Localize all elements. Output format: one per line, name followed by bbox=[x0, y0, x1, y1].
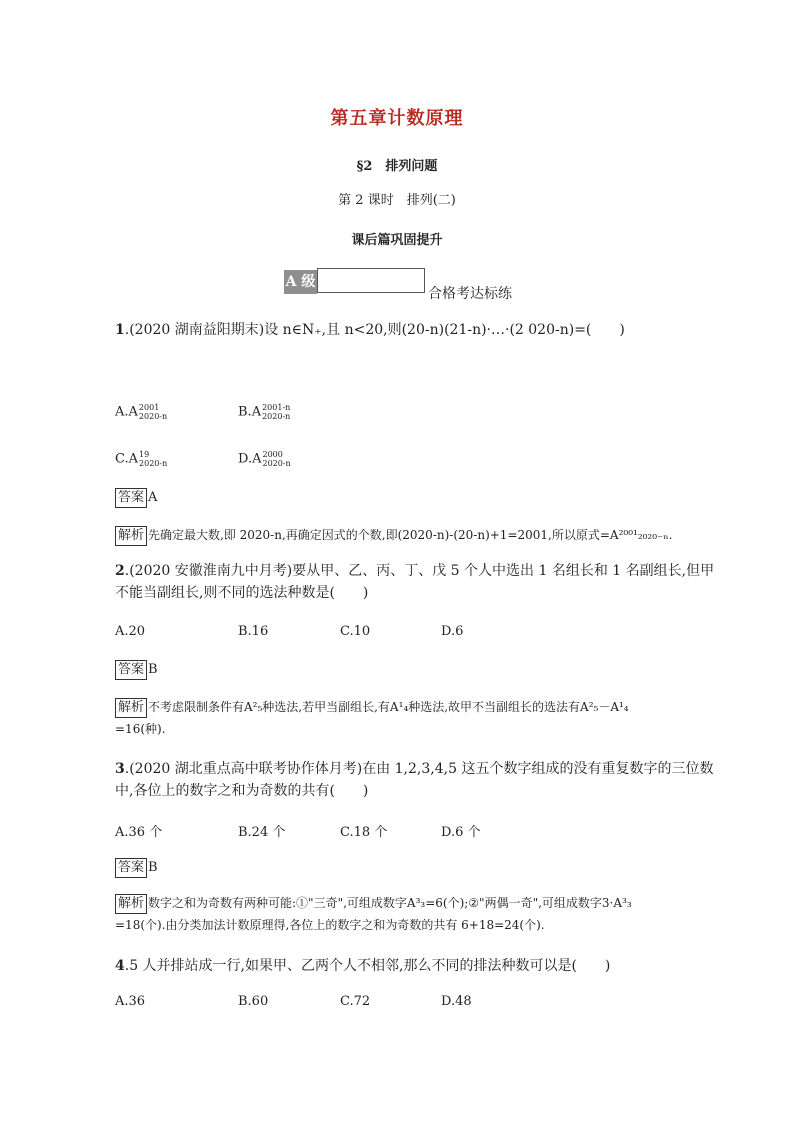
option-1d: D.A 2000 2020-n bbox=[238, 450, 291, 468]
option-2d: D.6 bbox=[441, 624, 464, 639]
option-2a: A.20 bbox=[115, 624, 146, 639]
question-stem: .(2020 安徽淮南九中月考)要从甲、乙、丙、丁、戊 5 个人中选出 1 名组长和 1 名副组长,但甲 bbox=[124, 563, 715, 579]
question-stem: .(2020 湖北重点高中联考协作体月考)在由 1,2,3,4,5 这五个数字组成的没有重复数字的三位数 bbox=[124, 761, 714, 777]
analysis-text: 数字之和为奇数有两种可能:①"三奇",可组成数字A³₃=6(个);②"两偶一奇",可组成数字3·A³₃ bbox=[148, 896, 632, 910]
option-3a: A.36 个 bbox=[115, 825, 163, 840]
answer-tag: 答案 bbox=[115, 660, 147, 680]
question-number: 1 bbox=[115, 322, 125, 338]
option-4c: C.72 bbox=[340, 994, 371, 1009]
option-1c: C.A 19 2020-n bbox=[115, 450, 168, 468]
option-3b: B.24 个 bbox=[238, 825, 286, 840]
analysis-3 bbox=[115, 892, 681, 936]
option-3d: D.6 个 bbox=[441, 825, 481, 840]
lesson-title: 第 2 课时 排列(二) bbox=[338, 193, 456, 208]
answer-value: A bbox=[148, 490, 158, 505]
question-4 bbox=[115, 955, 610, 977]
question-stem: .5 人并排站成一行,如果甲、乙两个人不相邻,那么不同的排法种数可以是( ) bbox=[124, 958, 611, 974]
question-stem-line2: 不能当副组长,则不同的选法种数是( ) bbox=[115, 585, 369, 601]
answer-tag: 答案 bbox=[115, 488, 147, 508]
answer-2 bbox=[115, 660, 158, 680]
analysis-tag: 解析 bbox=[115, 526, 147, 546]
level-badge: A 级 bbox=[284, 270, 317, 294]
practice-title: 课后篇巩固提升 bbox=[351, 233, 443, 248]
option-4b: B.60 bbox=[238, 994, 269, 1009]
option-1b: B.A 2001-n 2020-n bbox=[238, 403, 291, 421]
answer-value: B bbox=[148, 860, 158, 875]
analysis-text-line2: =18(个).由分类加法计数原理得,各位上的数字之和为奇数的共有 6+18=24(个). bbox=[115, 918, 545, 932]
question-3 bbox=[115, 758, 713, 802]
answer-3 bbox=[115, 858, 158, 878]
option-3c: C.18 个 bbox=[340, 825, 388, 840]
analysis-text-line2: =16(种). bbox=[115, 722, 166, 736]
question-number: 2 bbox=[115, 563, 125, 579]
option-4a: A.36 bbox=[115, 994, 146, 1009]
answer-value: B bbox=[148, 662, 158, 677]
option-1a: A.A 2001 2020-n bbox=[115, 403, 168, 421]
question-stem-line2: 中,各位上的数字之和为奇数的共有( ) bbox=[115, 783, 369, 799]
chapter-title: 第五章计数原理 bbox=[330, 108, 464, 129]
answer-tag: 答案 bbox=[115, 858, 147, 878]
level-blank-box bbox=[317, 268, 425, 293]
analysis-1 bbox=[115, 524, 681, 546]
analysis-text: 不考虑限制条件有A²₅种选法,若甲当副组长,有A¹₄种选法,故甲不当副组长的选法有A²₅－A¹₄ bbox=[148, 700, 629, 714]
answer-1 bbox=[115, 488, 157, 508]
analysis-tag: 解析 bbox=[115, 698, 147, 718]
question-number: 3 bbox=[115, 761, 125, 777]
question-number: 4 bbox=[115, 958, 125, 974]
analysis-text: 先确定最大数,即 2020-n,再确定因式的个数,即(2020-n)-(20-n)+1=2001,所以原式=A²⁰⁰¹₂₀₂₀₋ₙ. bbox=[148, 528, 673, 542]
analysis-2 bbox=[115, 696, 681, 740]
option-2b: B.16 bbox=[238, 624, 269, 639]
option-2c: C.10 bbox=[340, 624, 371, 639]
section-title: §2 排列问题 bbox=[356, 159, 438, 174]
question-stem: .(2020 湖南益阳期末)设 n∈N₊,且 n<20,则(20-n)(21-n)·…·(2 020-n)=( ) bbox=[124, 322, 625, 338]
question-1 bbox=[115, 319, 625, 341]
analysis-tag: 解析 bbox=[115, 894, 147, 914]
option-4d: D.48 bbox=[441, 994, 472, 1009]
level-label: 合格考达标练 bbox=[428, 286, 512, 302]
question-2 bbox=[115, 560, 714, 604]
